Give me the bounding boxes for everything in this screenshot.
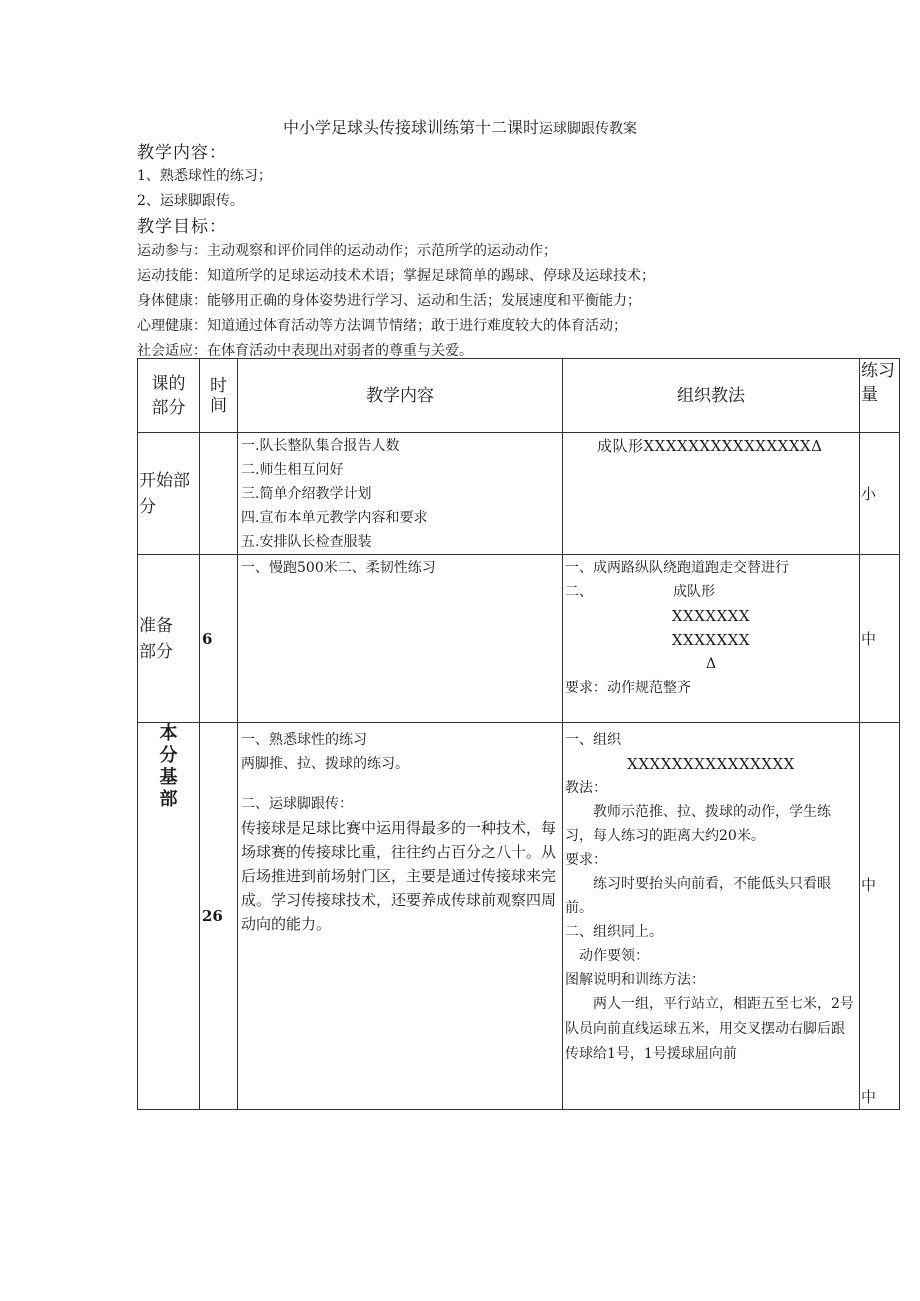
goal-physical: 身体健康：能够用正确的身体姿势进行学习、运动和生活；发展速度和平衡能力； — [137, 293, 641, 309]
title-sub: 运球脚跟传教案 — [539, 121, 637, 137]
method-main-paragraph-3: 两人一组，平行站立，相距五至七米，2号队员向前直线运球五米，用交叉摆动右脚后跟传球给1号，1号援球屈向前 — [565, 996, 854, 1062]
section-start: 开始部分 — [138, 433, 200, 555]
goal-skill: 运动技能：知道所学的足球运动技术术语；掌握足球简单的踢球、停球及运球技术； — [137, 268, 655, 284]
lesson-table — [137, 358, 900, 1110]
content-main-line-3: 二、运球脚跟传： — [241, 796, 353, 812]
content-prep-item: 一、慢跑500米二、柔韧性练习 — [241, 560, 436, 576]
goal-participation: 运动参与：主动观察和评价同伴的运动动作；示范所学的运动动作； — [137, 243, 557, 259]
content-start — [238, 433, 563, 555]
method-prep — [563, 555, 860, 723]
header-amount: 练习量 — [860, 359, 900, 433]
method-main-line-1: 一、组织 — [565, 732, 621, 748]
method-main-line-5: 动作要领： — [579, 948, 649, 964]
section-main: 本分基部 — [138, 723, 200, 1110]
header-time: 时间 — [200, 359, 238, 433]
content-start-item-3: 三.简单介绍教学计划 — [241, 486, 372, 502]
method-main-line-4: 二、组织同上。 — [565, 924, 663, 940]
method-prep-requirement: 要求：动作规范整齐 — [565, 680, 691, 696]
method-start — [563, 433, 860, 555]
amount-main-a: 中 — [861, 876, 877, 894]
amount-prep: 中 — [860, 555, 900, 723]
content-start-item-5: 五.安排队长检查服装 — [241, 534, 372, 550]
method-main-line-3: 要求： — [565, 852, 607, 868]
method-main — [563, 723, 860, 1110]
method-prep-line-2: 二、 成队形 — [565, 584, 715, 600]
table-row-start — [138, 433, 900, 555]
content-start-item-1: 一.队长整队集合报告人数 — [241, 438, 400, 454]
table-header-row — [138, 359, 900, 433]
formation-main: XXXXXXXXXXXXXXX — [627, 755, 795, 773]
content-start-item-2: 二.师生相互问好 — [241, 462, 344, 478]
content-main — [238, 723, 563, 1110]
formation-prep-row-2: XXXXXXX — [671, 631, 751, 649]
content-main-paragraph: 传接球是足球比赛中运用得最多的一种技术，每场球赛的传接球比重，往往约占百分之八十。从后场推进到前场射门区，主要是通过传接球来完成。学习传接球技术，还要养成传球前观察四周动向的能力。 — [241, 819, 557, 933]
amount-main — [860, 723, 900, 1110]
content-item-1: 1、熟悉球性的练习； — [137, 168, 272, 184]
table-row-prep — [138, 555, 900, 723]
method-main-line-2: 教法： — [565, 780, 607, 796]
teacher-marker: Δ — [705, 656, 717, 672]
time-main: 26 — [200, 723, 238, 1110]
content-main-line-1: 一、熟悉球性的练习 — [241, 732, 367, 748]
header-content: 教学内容 — [238, 359, 563, 433]
goal-social: 社会适应：在体育活动中表现出对弱者的尊重与关爱。 — [137, 343, 473, 359]
method-main-paragraph-2: 练习时要抬头向前看，不能低头只看眼前。 — [565, 876, 831, 916]
amount-start: 小 — [860, 433, 900, 555]
time-prep: 6 — [200, 555, 238, 723]
section-prep: 准备部分 — [138, 555, 200, 723]
table-row-main — [138, 723, 900, 1110]
time-start — [200, 433, 238, 555]
amount-main-b: 中 — [861, 1088, 877, 1106]
content-start-item-4: 四.宣布本单元教学内容和要求 — [241, 510, 428, 526]
content-main-line-2: 两脚推、拉、拨球的练习。 — [241, 756, 409, 772]
content-item-2: 2、运球脚跟传。 — [137, 193, 244, 209]
header-section: 课的部分 — [138, 359, 200, 433]
title-main: 中小学足球头传接球训练第十二课时 — [282, 118, 539, 137]
header-method: 组织教法 — [563, 359, 860, 433]
goals-heading: 教学目标： — [137, 217, 227, 237]
content-heading: 教学内容： — [137, 143, 227, 163]
formation-prep-row-1: XXXXXXX — [671, 607, 751, 625]
method-prep-line-1: 一、成两路纵队绕跑道跑走交替进行 — [565, 560, 789, 576]
method-main-line-6: 图解说明和训练方法： — [565, 972, 705, 988]
document-title — [0, 115, 920, 138]
goal-mental: 心理健康：知道通过体育活动等方法调节情绪；敢于进行难度较大的体育活动； — [137, 318, 627, 334]
formation-start: 成队形XXXXXXXXXXXXXXXΔ — [597, 437, 823, 455]
content-prep — [238, 555, 563, 723]
method-main-paragraph-1: 教师示范推、拉、拨球的动作，学生练习，每人练习的距离大约20米。 — [565, 804, 831, 844]
